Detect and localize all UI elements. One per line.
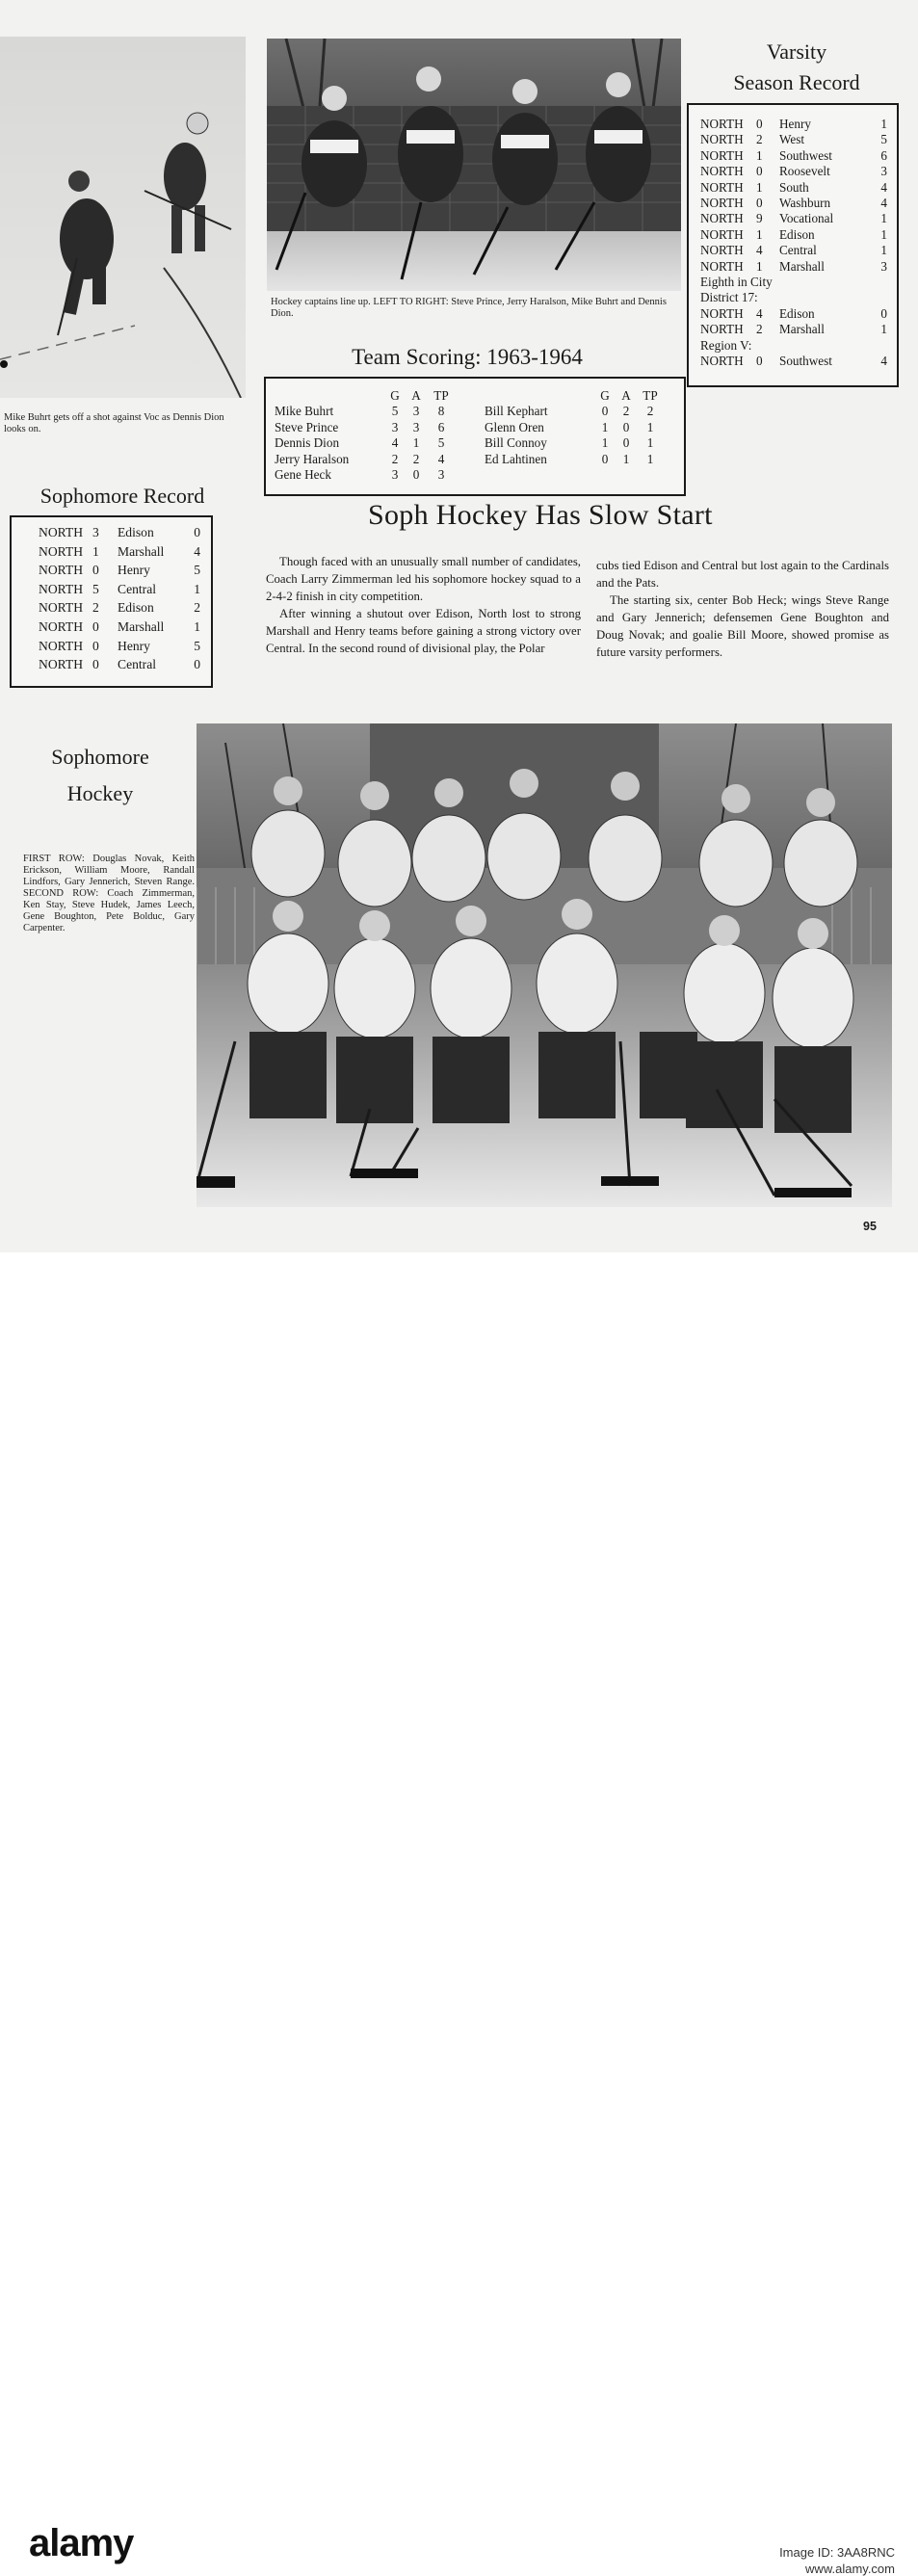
varsity-game-row: [700, 243, 887, 258]
varsity-game-row: [700, 132, 887, 147]
team-name: NORTH: [39, 657, 84, 672]
opponent-name: Henry: [118, 563, 150, 578]
soph-game-row: [39, 655, 200, 674]
opponent-name: Edison: [779, 305, 815, 321]
goals: 3: [391, 467, 399, 483]
team-name: NORTH: [700, 258, 744, 274]
assists: 3: [412, 419, 420, 434]
player-row: [275, 452, 456, 467]
total-points: 4: [437, 451, 445, 466]
assists: 1: [412, 435, 420, 451]
opponent-name: Edison: [779, 226, 815, 242]
goals: 0: [601, 451, 609, 466]
team-name: NORTH: [39, 618, 84, 634]
opponent-score: 5: [194, 638, 200, 653]
varsity-note-city-text: Eighth in City: [700, 275, 773, 290]
opponent-score: 3: [880, 258, 887, 274]
watermark-brand: alamy: [29, 2522, 134, 2564]
player-name: Bill Kephart: [485, 404, 548, 419]
player-name: Gene Heck: [275, 467, 331, 483]
watermark-site: www.alamy.com: [805, 2562, 895, 2576]
article-column-1: [266, 553, 581, 657]
opponent-score: 1: [880, 226, 887, 242]
team-name: NORTH: [39, 543, 84, 559]
team-score: 1: [756, 258, 763, 274]
soph-game-row: [39, 523, 200, 542]
team-score: 4: [756, 305, 763, 321]
player-row: [485, 452, 664, 467]
goals: 5: [391, 404, 399, 419]
stat-header: G: [390, 388, 400, 403]
opponent-score: 1: [880, 322, 887, 337]
article-col1-paragraph-1: Though faced with an unusually small number of candidates, Coach Larry Zimmerman led his sophomore hockey squad to a 2-4-2 finish in city competition.: [266, 555, 581, 603]
article-col2-paragraph-2: The starting six, center Bob Heck; wings Steve Range and Gary Jennerich; defensemen Gene Boughton and Doug Novak; and goalie Bill Moore, showed promise as future varsity performers.: [596, 593, 889, 659]
team-score: 9: [756, 211, 763, 226]
sophomore-team-photo: [197, 723, 892, 1207]
watermark-info: [779, 2543, 895, 2576]
varsity-game-row: [700, 259, 887, 275]
article-col2-paragraph-1: cubs tied Edison and Central but lost again to the Cardinals and the Pats.: [596, 559, 889, 590]
player-row: [485, 435, 664, 451]
team-score: 1: [92, 543, 99, 559]
team-score: 0: [756, 196, 763, 211]
opponent-score: 1: [880, 211, 887, 226]
opponent-score: 4: [880, 196, 887, 211]
opponent-name: Vocational: [779, 211, 834, 226]
team-score: 0: [92, 638, 99, 653]
assists: 0: [412, 467, 420, 483]
stat-header: TP: [433, 388, 449, 403]
total-points: 8: [437, 404, 445, 419]
stat-header: TP: [643, 388, 658, 403]
varsity-note-district: [700, 290, 887, 305]
page-number: 95: [863, 1220, 877, 1233]
opponent-name: Marshall: [779, 322, 825, 337]
team-scoring-left-table: [275, 388, 456, 483]
team-name: NORTH: [39, 638, 84, 653]
yearbook-page: [0, 0, 918, 1252]
player-name: Bill Connoy: [485, 435, 547, 451]
varsity-district-row: [700, 306, 887, 322]
goals: 1: [601, 435, 609, 451]
action-photo-caption: Mike Buhrt gets off a shot against Voc as Dennis Dion looks on.: [4, 412, 224, 434]
opponent-name: Central: [118, 657, 157, 672]
soph-hockey-title-line1: Sophomore: [51, 745, 149, 769]
team-name: NORTH: [700, 354, 744, 369]
varsity-title-line2: Season Record: [733, 70, 860, 94]
team-name: NORTH: [700, 179, 744, 195]
player-name: Steve Prince: [275, 419, 339, 434]
article-headline: Soph Hockey Has Slow Start: [368, 499, 713, 531]
opponent-score: 4: [880, 354, 887, 369]
team-name: NORTH: [700, 196, 744, 211]
team-name: NORTH: [700, 305, 744, 321]
varsity-record-table: [700, 117, 887, 370]
team-score: 0: [756, 354, 763, 369]
varsity-game-row: [700, 196, 887, 211]
team-score: 3: [92, 525, 99, 539]
team-name: NORTH: [700, 243, 744, 258]
team-score: 2: [92, 600, 99, 616]
team-scoring-right-table: [485, 388, 664, 467]
player-row: [275, 404, 456, 419]
varsity-note-city: [700, 275, 887, 290]
team-score: 1: [756, 226, 763, 242]
opponent-score: 1: [194, 618, 200, 634]
team-name: NORTH: [700, 226, 744, 242]
captains-photo-caption: Hockey captains line up. LEFT TO RIGHT: Steve Prince, Jerry Haralson, Mike Buhrt and Dennis Dion.: [271, 297, 667, 319]
team-scoring-title: Team Scoring: 1963-1964: [352, 345, 583, 369]
captains-photo: [267, 39, 681, 291]
team-score: 2: [756, 322, 763, 337]
total-points: 1: [646, 451, 654, 466]
team-score: 0: [92, 618, 99, 634]
varsity-region-row: [700, 354, 887, 369]
opponent-score: 0: [194, 657, 200, 672]
varsity-game-row: [700, 164, 887, 179]
stat-header: A: [621, 388, 631, 403]
goals: 4: [391, 435, 399, 451]
opponent-score: 5: [194, 563, 200, 578]
watermark-footer: [0, 1252, 918, 2576]
soph-game-row: [39, 618, 200, 637]
team-name: NORTH: [39, 581, 84, 596]
opponent-name: South: [779, 179, 809, 195]
sophomore-hockey-caption: FIRST ROW: Douglas Novak, Keith Erickson, William Moore, Randall Lindfors, Gary Jennerich, Steven Range. SECOND ROW: Coach Zimmerman, Ken Stay, Steve Hudek, James Leech, Gene Boughton, Pete Bolduc, Gary Carpenter.: [23, 854, 195, 933]
player-row: [485, 404, 664, 419]
varsity-district-row: [700, 322, 887, 337]
team-score: 0: [756, 117, 763, 131]
opponent-name: Edison: [118, 600, 154, 616]
assists: 0: [622, 435, 630, 451]
soph-hockey-title-line2: Hockey: [66, 781, 134, 805]
goals: 1: [601, 419, 609, 434]
soph-game-row: [39, 580, 200, 599]
team-score: 4: [756, 243, 763, 258]
watermark-image-id: Image ID: 3AA8RNC: [779, 2545, 895, 2560]
opponent-score: 5: [880, 132, 887, 147]
player-header: [275, 388, 384, 404]
opponent-name: Henry: [118, 638, 150, 653]
team-name: NORTH: [700, 164, 744, 179]
scoring-header-row: [275, 388, 456, 404]
varsity-game-row: [700, 211, 887, 226]
player-name: Glenn Oren: [485, 419, 544, 434]
player-row: [275, 420, 456, 435]
article-col1-paragraph-2: After winning a shutout over Edison, North lost to strong Marshall and Henry teams before gaining a strong victory over Central. In the second round of divisional play, the Polar: [266, 607, 581, 655]
opponent-score: 0: [194, 525, 200, 539]
team-score: 0: [92, 657, 99, 672]
opponent-name: Central: [118, 581, 157, 596]
sophomore-record-box: [10, 515, 213, 688]
opponent-name: Washburn: [779, 196, 831, 211]
assists: 1: [622, 451, 630, 466]
team-score: 2: [756, 132, 763, 147]
action-photo: [0, 37, 246, 398]
stat-header: A: [411, 388, 421, 403]
varsity-game-row: [700, 227, 887, 243]
sophomore-record-table: [39, 523, 200, 674]
soph-game-row: [39, 598, 200, 618]
team-name: NORTH: [39, 525, 84, 539]
varsity-record-box: [687, 103, 899, 387]
opponent-name: Marshall: [118, 543, 165, 559]
opponent-name: Marshall: [779, 258, 825, 274]
total-points: 3: [437, 467, 445, 483]
opponent-score: 1: [880, 117, 887, 131]
team-name: NORTH: [700, 211, 744, 226]
player-row: [485, 420, 664, 435]
soph-game-row: [39, 637, 200, 656]
player-row: [275, 435, 456, 451]
varsity-note-district-text: District 17:: [700, 290, 758, 305]
goals: 0: [601, 404, 609, 419]
team-score: 0: [92, 563, 99, 578]
team-score: 0: [756, 164, 763, 179]
sophomore-record-title: Sophomore Record: [39, 484, 205, 508]
team-name: NORTH: [39, 600, 84, 616]
opponent-name: Roosevelt: [779, 164, 830, 179]
opponent-score: 1: [194, 581, 200, 596]
player-header: [485, 388, 594, 404]
opponent-score: 1: [880, 243, 887, 258]
opponent-name: Henry: [779, 117, 811, 131]
opponent-score: 4: [194, 543, 200, 559]
player-name: Mike Buhrt: [275, 404, 334, 419]
varsity-note-region-text: Region V:: [700, 337, 752, 353]
player-row: [275, 467, 456, 483]
assists: 2: [412, 451, 420, 466]
goals: 3: [391, 419, 399, 434]
opponent-name: Southwest: [779, 354, 832, 369]
team-name: NORTH: [39, 563, 84, 578]
assists: 3: [412, 404, 420, 419]
opponent-score: 4: [880, 179, 887, 195]
total-points: 5: [437, 435, 445, 451]
varsity-title-line1: Varsity: [766, 39, 827, 64]
player-name: Dennis Dion: [275, 435, 340, 451]
scoring-header-row: [485, 388, 664, 404]
team-scoring-box: [264, 377, 686, 496]
team-name: NORTH: [700, 322, 744, 337]
team-score: 5: [92, 581, 99, 596]
varsity-note-region: [700, 338, 887, 354]
opponent-score: 6: [880, 147, 887, 163]
player-name: Jerry Haralson: [275, 451, 350, 466]
total-points: 2: [646, 404, 654, 419]
soph-game-row: [39, 542, 200, 562]
opponent-score: 2: [194, 600, 200, 616]
opponent-score: 0: [880, 305, 887, 321]
player-name: Ed Lahtinen: [485, 451, 547, 466]
opponent-name: West: [779, 132, 805, 147]
sophomore-hockey-title: [13, 739, 187, 812]
soph-game-row: [39, 561, 200, 580]
opponent-name: Edison: [118, 525, 154, 539]
article-column-2: [596, 557, 889, 661]
varsity-title: [686, 37, 907, 98]
assists: 0: [622, 419, 630, 434]
team-name: NORTH: [700, 147, 744, 163]
goals: 2: [391, 451, 399, 466]
assists: 2: [622, 404, 630, 419]
total-points: 1: [646, 435, 654, 451]
total-points: 6: [437, 419, 445, 434]
team-score: 1: [756, 179, 763, 195]
opponent-name: Central: [779, 243, 817, 258]
opponent-score: 3: [880, 164, 887, 179]
opponent-name: Marshall: [118, 618, 165, 634]
team-name: NORTH: [700, 117, 744, 131]
team-score: 1: [756, 147, 763, 163]
team-name: NORTH: [700, 132, 744, 147]
varsity-game-row: [700, 117, 887, 132]
varsity-game-row: [700, 148, 887, 164]
opponent-name: Southwest: [779, 147, 832, 163]
varsity-game-row: [700, 180, 887, 196]
total-points: 1: [646, 419, 654, 434]
stat-header: G: [600, 388, 610, 403]
